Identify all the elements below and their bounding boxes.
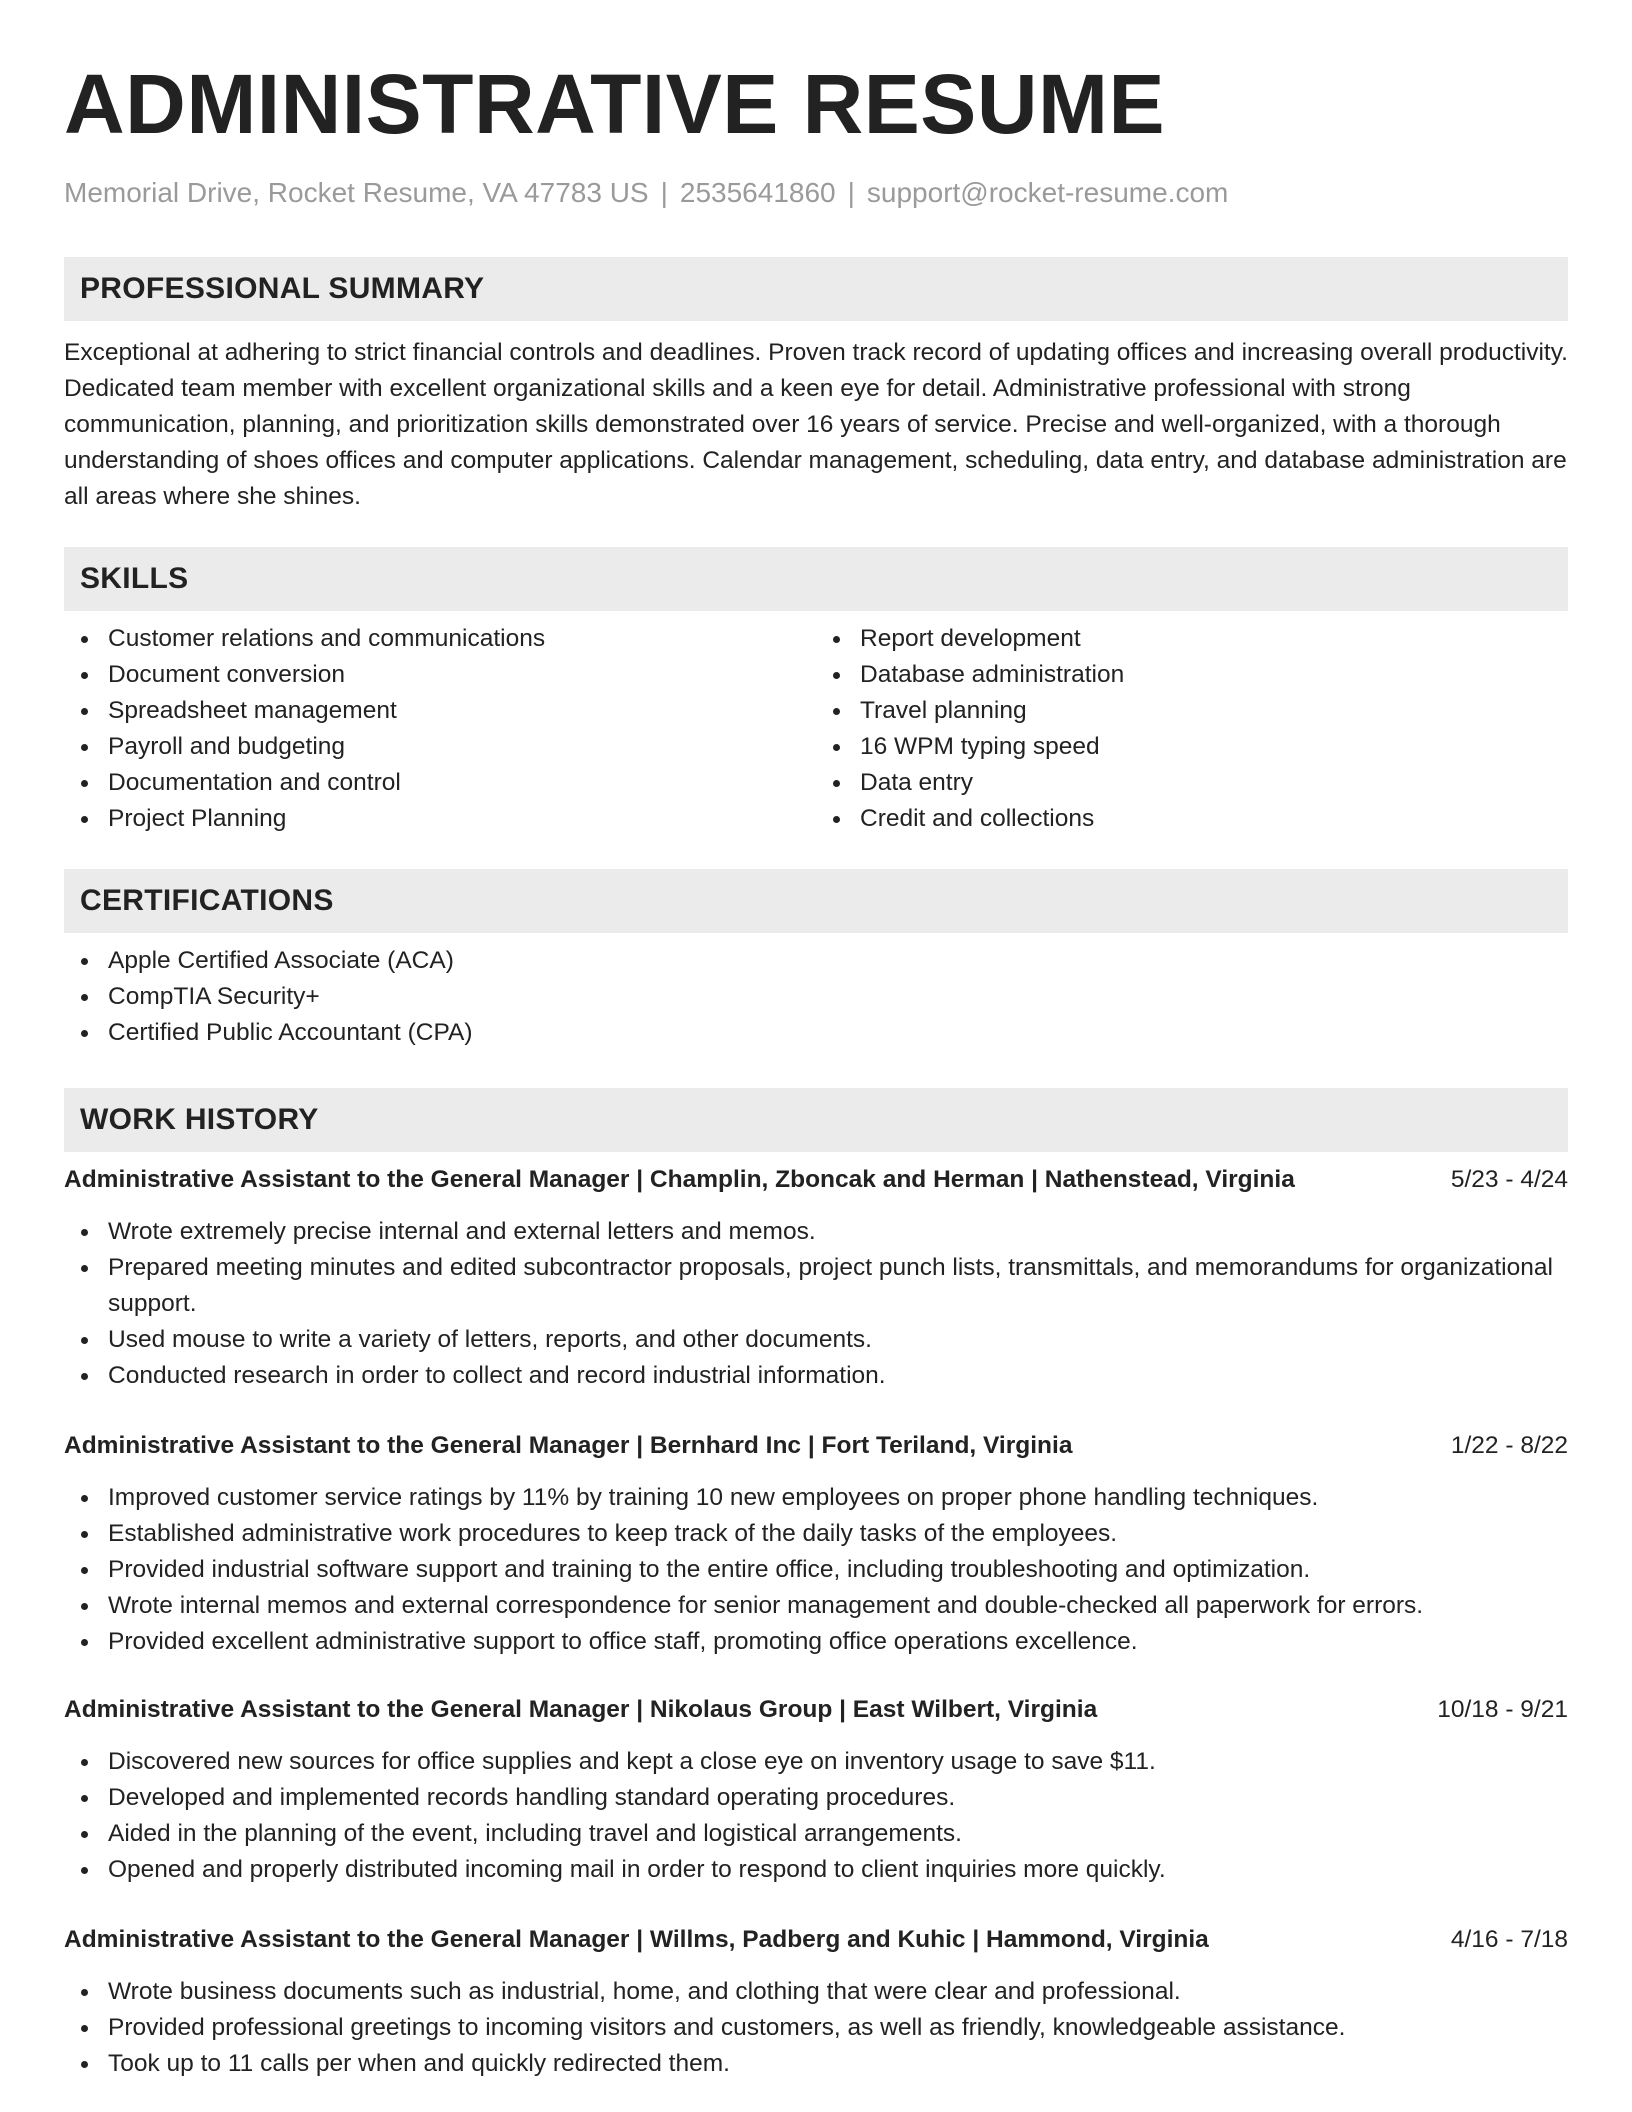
job-title: Administrative Assistant to the General Manager | Nikolaus Group | East Wilbert, Virginia (64, 1696, 1098, 1723)
address: Memorial Drive, Rocket Resume, VA 47783 US (64, 177, 649, 208)
job-bullet: Wrote extremely precise internal and external letters and memos. (64, 1214, 1568, 1250)
skills-heading: SKILLS (64, 547, 1568, 611)
skills-column-right (816, 621, 1568, 837)
job-bullets (64, 1214, 1568, 1394)
job-bullet: Provided industrial software support and training to the entire office, including troubleshooting and optimization. (64, 1552, 1568, 1588)
job-bullets (64, 1974, 1568, 2082)
job-bullet: Conducted research in order to collect and record industrial information. (64, 1358, 1568, 1394)
skill-item: Spreadsheet management (64, 693, 816, 729)
skill-item: Travel planning (816, 693, 1568, 729)
job-bullet: Developed and implemented records handling standard operating procedures. (64, 1780, 1568, 1816)
skills-list (64, 621, 1568, 837)
job-bullet: Discovered new sources for office supplies and kept a close eye on inventory usage to save $11. (64, 1744, 1568, 1780)
certification-item: Apple Certified Associate (ACA) (64, 943, 1568, 979)
skill-item: Customer relations and communications (64, 621, 816, 657)
certification-item: CompTIA Security+ (64, 979, 1568, 1015)
job-bullet: Wrote business documents such as industrial, home, and clothing that were clear and professional. (64, 1974, 1568, 2010)
job-header (64, 1162, 1568, 1198)
job-dates: 1/22 - 8/22 (1450, 1432, 1568, 1459)
job-header (64, 1428, 1568, 1464)
job-bullet: Aided in the planning of the event, including travel and logistical arrangements. (64, 1816, 1568, 1852)
work-history-heading: WORK HISTORY (64, 1088, 1568, 1152)
certification-item: Certified Public Accountant (CPA) (64, 1015, 1568, 1051)
job-bullet: Improved customer service ratings by 11% by training 10 new employees on proper phone handling techniques. (64, 1480, 1568, 1516)
certifications-heading: CERTIFICATIONS (64, 869, 1568, 933)
job-header (64, 1692, 1568, 1728)
job-header (64, 1922, 1568, 1958)
summary-text: Exceptional at adhering to strict financial controls and deadlines. Proven track record of updating offices and increasing overall productivity. Dedicated team member with excellent organizational skills and a keen eye for detail. Administrative professional with strong communication, planning, and prioritization skills demonstrated over 16 years of service. Precise and well-organized, with a thorough understanding of shoes offices and computer applications. Calendar management, scheduling, data entry, and database administration are all areas where she shines. (64, 339, 1568, 510)
job-bullet: Prepared meeting minutes and edited subcontractor proposals, project punch lists, transmittals, and memorandums for organizational support. (64, 1250, 1568, 1322)
job-bullet: Established administrative work procedures to keep track of the daily tasks of the employees. (64, 1516, 1568, 1552)
phone: 2535641860 (679, 177, 836, 208)
email: support@rocket-resume.com (866, 177, 1229, 208)
skill-item: Payroll and budgeting (64, 729, 816, 765)
skill-item: Credit and collections (816, 801, 1568, 837)
skill-item: Document conversion (64, 657, 816, 693)
job-entry (64, 1428, 1568, 1660)
job-bullet: Opened and properly distributed incoming mail in order to respond to client inquiries more quickly. (64, 1852, 1568, 1888)
job-dates: 4/16 - 7/18 (1450, 1926, 1568, 1953)
resume-title: ADMINISTRATIVE RESUME (64, 57, 1165, 151)
skill-item: Documentation and control (64, 765, 816, 801)
job-bullets (64, 1480, 1568, 1660)
skill-item: 16 WPM typing speed (816, 729, 1568, 765)
certifications-list (64, 943, 1568, 1051)
job-title: Administrative Assistant to the General Manager | Bernhard Inc | Fort Teriland, Virginia (64, 1432, 1073, 1459)
job-title: Administrative Assistant to the General Manager | Champlin, Zboncak and Herman | Nathenstead, Virginia (64, 1166, 1295, 1193)
skills-column-left (64, 621, 816, 837)
job-bullet: Provided excellent administrative support to office staff, promoting office operations excellence. (64, 1624, 1568, 1660)
contact-line (64, 176, 1568, 210)
job-dates: 5/23 - 4/24 (1450, 1166, 1568, 1193)
skill-item: Database administration (816, 657, 1568, 693)
job-bullet: Provided professional greetings to incoming visitors and customers, as well as friendly, knowledgeable assistance. (64, 2010, 1568, 2046)
job-entry (64, 1162, 1568, 1394)
summary-heading: PROFESSIONAL SUMMARY (64, 257, 1568, 321)
contact-separator: | (660, 177, 668, 208)
job-entry (64, 1692, 1568, 1888)
job-dates: 10/18 - 9/21 (1437, 1696, 1568, 1723)
job-title: Administrative Assistant to the General Manager | Willms, Padberg and Kuhic | Hammond, Virginia (64, 1926, 1209, 1953)
job-bullet: Used mouse to write a variety of letters, reports, and other documents. (64, 1322, 1568, 1358)
job-bullet: Took up to 11 calls per when and quickly redirected them. (64, 2046, 1568, 2082)
job-bullets (64, 1744, 1568, 1888)
skill-item: Project Planning (64, 801, 816, 837)
skill-item: Data entry (816, 765, 1568, 801)
job-bullet: Wrote internal memos and external correspondence for senior management and double-checked all paperwork for errors. (64, 1588, 1568, 1624)
skill-item: Report development (816, 621, 1568, 657)
contact-separator: | (847, 177, 855, 208)
job-entry (64, 1922, 1568, 2082)
